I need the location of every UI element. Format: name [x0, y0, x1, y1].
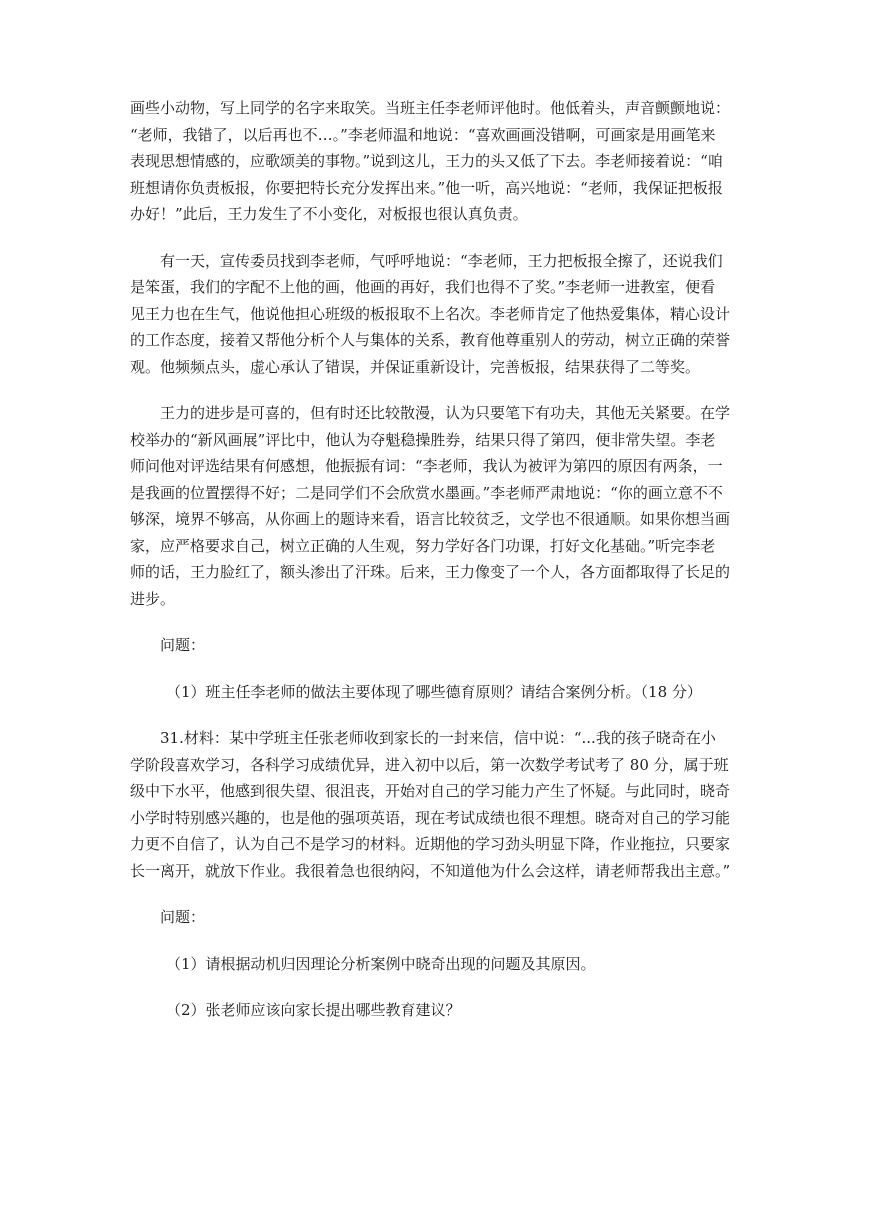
question-item-2-2: （2）张老师应该向家长提出哪些教育建议？	[166, 1001, 461, 1019]
question-item-1: （1）班主任李老师的做法主要体现了哪些德育原则？请结合案例分析。（18 分）	[166, 682, 702, 701]
question-label-1: 问题：	[160, 636, 206, 654]
document-body	[130, 95, 742, 1044]
case-paragraph-3: 王力的进步是可喜的，但有时还比较散漫，认为只要笔下有功夫，其他无关紧要。在学 校举办的“新风画展”评比中，他认为夺魁稳操胜券，结果只得了第四，便非常失望。李老 师问他对评选结果有何感想，他振振有词：“李老师，我认为被评为第四的原因有两条，一 是我画的位置摆得不好；二是同学们不会欣赏水墨画。”李老师严肃地说：“你的画立意不不 够深，境界不够高，从你画上的题诗来看，语言比较贫乏，文学也不很通顺。如果你想当画 家，应严格要求自己，树立正确的人生观，努力学好各门功课，打好文化基础。”听完李老 师的话，王力脸红了，额头渗出了汗珠。后来，王力像变了一个人，各方面都取得了长足的 进步。	[130, 404, 731, 608]
material-paragraph-31: 31.材料：某中学班主任张老师收到家长的一封来信，信中说：“...我的孩子晓奇在小 学阶段喜欢学习，各科学习成绩优异，进入初中以后，第一次数学考试考了 80 分，属于班 级中下水平，他感到很失望、很沮丧，开始对自己的学习能力产生了怀疑。与此同时，晓奇 小学时特别感兴趣的，也是他的强项英语，现在考试成绩也很不理想。晓奇对自己的学习能 力更不自信了，认为自己不是学习的材料。近期他的学习劲头明显下降，作业拖拉，只要家 长一离开，就放下作业。我很着急也很纳闷，不知道他为什么会这样，请老师帮我出主意。”	[130, 729, 731, 880]
case-paragraph-1: 画些小动物，写上同学的名字来取笑。当班主任李老师评他时。他低着头，声音颤颤地说： “老师，我错了，以后再也不…。”李老师温和地说：“喜欢画画没错啊，可画家是用画笔来 表现思想情感的，应歌颂美的事物。”说到这儿，王力的头又低了下去。李老师接着说：“咱 班想请你负责板报，你要把特长充分发挥出来。”他一听，高兴地说：“老师，我保证把板报 办好！”此后，王力发生了不小变化，对板报也很认真负责。	[130, 99, 731, 223]
question-label-2: 问题：	[160, 908, 206, 926]
case-paragraph-2: 有一天，宣传委员找到李老师，气呼呼地说：“李老师，王力把板报全擦了，还说我们 是笨蛋，我们的字配不上他的画，他画的再好，我们也得不了奖。”李老师一进教室，便看 见王力也在生气，他说他担心班级的板报取不上名次。李老师肯定了他热爱集体，精心设计 的工作态度，接着又帮他分析个人与集体的关系，教育他尊重别人的劳动，树立正确的荣誉 观。他频频点头，虚心承认了错误，并保证重新设计，完善板报，结果获得了二等奖。	[130, 251, 731, 376]
question-item-2-1: （1）请根据动机归因理论分析案例中晓奇出现的问题及其原因。	[166, 954, 596, 973]
